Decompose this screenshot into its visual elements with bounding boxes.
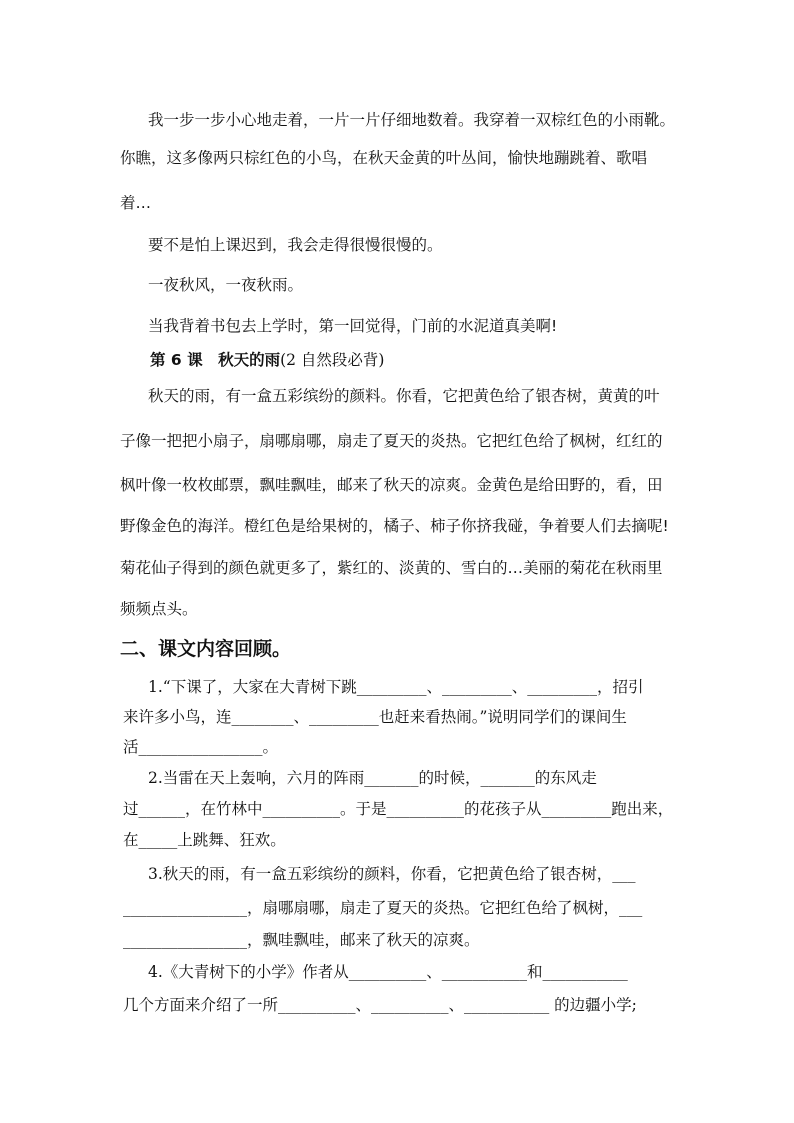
passage-paragraph: 一夜秋风，一夜秋雨。 <box>148 276 304 294</box>
question-4-line: 几个方面来介绍了一所__________、__________、___________ 的边疆小学; <box>123 996 637 1014</box>
passage-line: 着… <box>120 194 152 212</box>
question-2-line: 在_____上跳舞、狂欢。 <box>123 831 286 849</box>
passage-line: 我一步一步小心地走着，一片一片仔细地数着。我穿着一双棕红色的小雨靴。 <box>148 111 676 129</box>
passage-paragraph: 当我背着书包去上学时，第一回觉得，门前的水泥道真美啊! <box>148 317 558 335</box>
question-2-line: 2.当雷在天上轰响，六月的阵雨_______的时候，_______的东风走 <box>148 769 597 787</box>
question-2-line: 过______，在竹林中__________。于是__________的花孩子从_________跑出来， <box>123 800 674 818</box>
question-3-line: 3.秋天的雨，有一盒五彩缤纷的颜料，你看，它把黄色给了银杏树，___ <box>148 865 636 883</box>
lesson-text-line: 枫叶像一枚枚邮票，飘哇飘哇，邮来了秋天的凉爽。金黄色是给田野的，看，田 <box>120 476 663 494</box>
lesson-text-line: 子像一把把小扇子，扇哪扇哪，扇走了夏天的炎热。它把红色给了枫树，红红的 <box>120 432 663 450</box>
question-3-line: ________________，扇哪扇哪，扇走了夏天的炎热。它把红色给了枫树，___ <box>123 899 643 917</box>
section-heading: 二、课文内容回顾。 <box>120 638 292 660</box>
passage-paragraph: 要不是怕上课迟到，我会走得很慢很慢的。 <box>148 236 443 254</box>
question-1-line: 来许多小鸟，连________、_________也赶来看热闹。”说明同学们的课间生 <box>123 708 627 726</box>
lesson-title: 第 6 课 秋天的雨 <box>150 351 281 369</box>
lesson-text-line: 秋天的雨，有一盒五彩缤纷的颜料。你看，它把黄色给了银杏树，黄黄的叶 <box>148 387 660 405</box>
lesson-text-line: 野像金色的海洋。橙红色是给果树的，橘子、柿子你挤我碰，争着要人们去摘呢! <box>120 517 669 535</box>
question-1-line: 1.“下课了，大家在大青树下跳_________、_________、_________，招引 <box>148 678 644 696</box>
lesson-text-line: 频频点头。 <box>120 600 198 618</box>
passage-line: 你瞧，这多像两只棕红色的小鸟，在秋天金黄的叶丛间，愉快地蹦跳着、歌唱 <box>120 149 648 167</box>
question-3-line: ________________，飘哇飘哇，邮来了秋天的凉爽。 <box>123 931 480 949</box>
lesson-heading <box>150 350 384 370</box>
lesson-text-line: 菊花仙子得到的颜色就更多了，紫红的、淡黄的、雪白的…美丽的菊花在秋雨里 <box>120 559 663 577</box>
question-1-line: 活________________。 <box>123 738 279 756</box>
question-4-line: 4.《大青树下的小学》作者从__________、___________和___________ <box>148 963 628 981</box>
lesson-note: (2 自然段必背) <box>280 351 385 369</box>
